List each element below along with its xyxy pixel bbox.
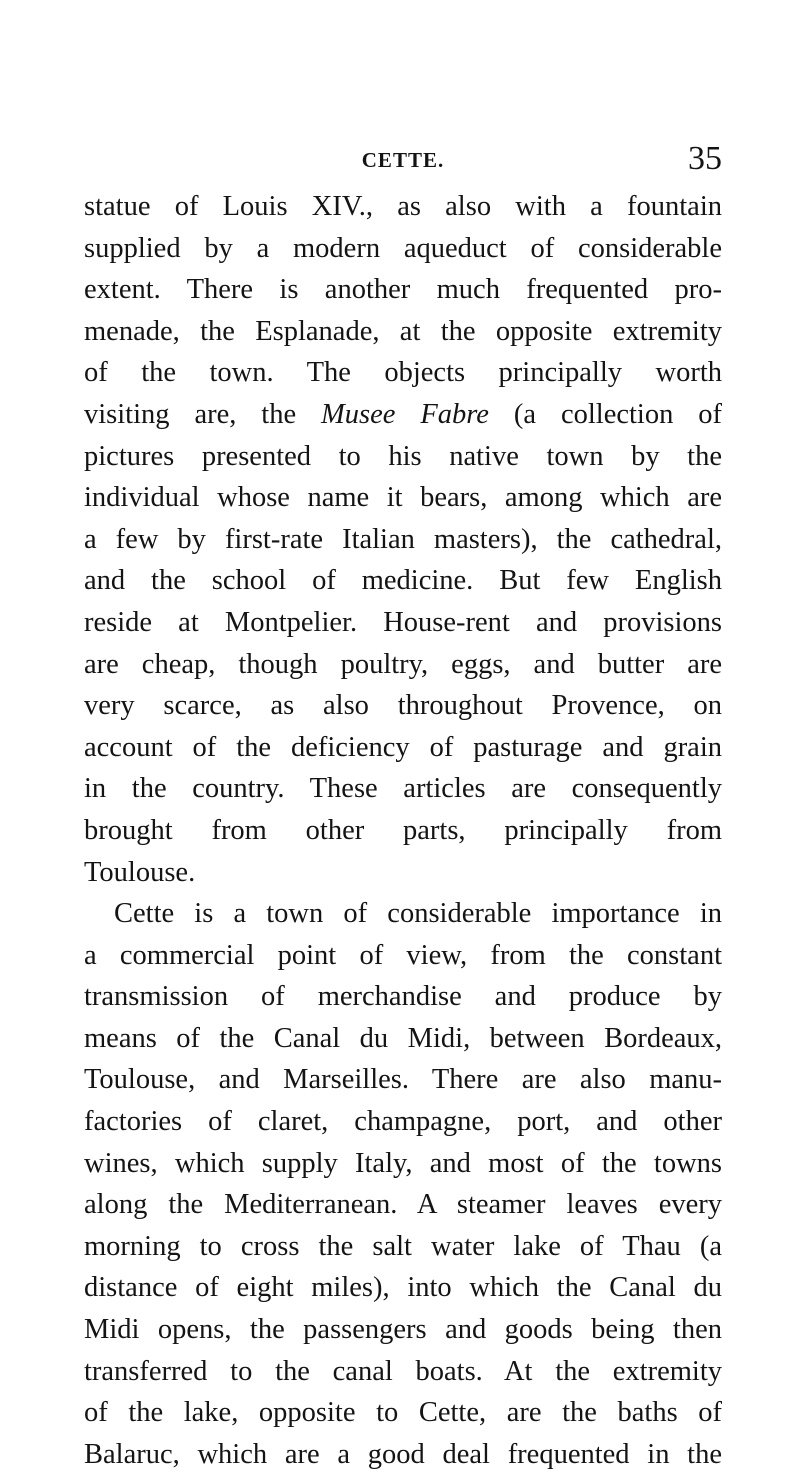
text-line: Cette is a town of considerable importance in	[114, 898, 722, 930]
text-line: very scarce, as also throughout Provence, on	[84, 690, 722, 722]
text-line: statue of Louis XIV., as also with a fountain	[84, 191, 722, 222]
text-line: supplied by a modern aqueduct of considerable	[84, 232, 722, 264]
text-line: in the country. These articles are consequently	[84, 773, 722, 805]
text-line: Toulouse.	[84, 856, 196, 888]
text-line: Toulouse, and Marseilles. There are also manu-	[84, 1064, 722, 1096]
text-line: distance of eight miles), into which the Canal du	[84, 1272, 722, 1304]
text-line: pictures presented to his native town by the	[84, 440, 722, 472]
text-line: Balaruc, which are a good deal frequented in the	[84, 1438, 722, 1470]
text-line: wines, which supply Italy, and most of the towns	[84, 1147, 722, 1179]
text-line: factories of claret, champagne, port, and other	[84, 1106, 722, 1138]
running-head	[84, 140, 722, 180]
text-line: a commercial point of view, from the constant	[84, 939, 722, 971]
body-text	[84, 186, 722, 1475]
text-line: brought from other parts, principally from	[84, 814, 722, 846]
text-line: morning to cross the salt water lake of Thau (a	[84, 1230, 722, 1262]
text-line: of the lake, opposite to Cette, are the baths of	[84, 1397, 722, 1429]
running-title: CETTE.	[361, 148, 445, 172]
text-line: are cheap, though poultry, eggs, and butter are	[84, 648, 722, 680]
italic-title: Musee Fabre	[321, 398, 489, 430]
text-line: extent. There is another much frequented pro-	[84, 274, 722, 306]
text-line: transferred to the canal boats. At the extremity	[84, 1355, 722, 1387]
text-line: reside at Montpelier. House-rent and provisions	[84, 606, 722, 638]
text-line: a few by first-rate Italian masters), the cathedral,	[84, 523, 722, 555]
text-line: and the school of medicine. But few English	[84, 565, 722, 597]
page-number: 35	[688, 140, 722, 177]
paragraph-2	[84, 893, 722, 1475]
text-line: along the Mediterranean. A steamer leaves every	[84, 1189, 722, 1221]
text-line: of the town. The objects principally worth	[84, 357, 722, 389]
text-line: individual whose name it bears, among which are	[84, 482, 722, 514]
text-segment: visiting are, the	[84, 398, 297, 430]
text-line: means of the Canal du Midi, between Bordeaux,	[84, 1022, 722, 1054]
text-line: Midi opens, the passengers and goods being then	[84, 1314, 722, 1346]
text-line: transmission of merchandise and produce by	[84, 981, 722, 1013]
paragraph-1	[84, 186, 722, 893]
text-line: menade, the Esplanade, at the opposite extremity	[84, 315, 722, 347]
text-line: account of the deficiency of pasturage and grain	[84, 731, 722, 763]
text-segment: (a collection of	[513, 398, 723, 430]
text-line-with-title	[84, 394, 722, 436]
